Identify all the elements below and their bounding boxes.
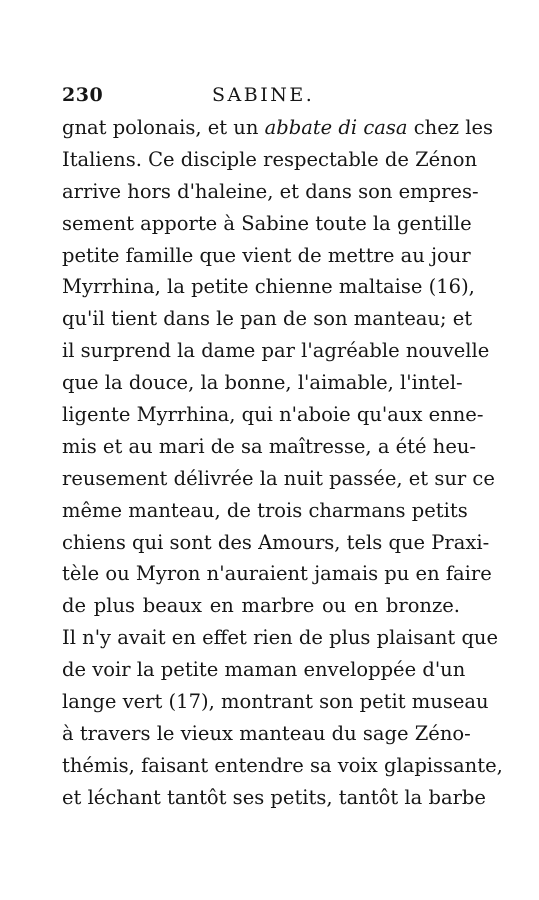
text-line [62, 718, 471, 750]
text-line [62, 750, 503, 782]
text-segment: chiens qui sont des Amours, tels que Praxi- [62, 530, 490, 554]
text-line [62, 303, 473, 335]
text-segment: petite famille que vient de mettre au jour [62, 243, 471, 267]
text-line [62, 335, 490, 367]
text-segment: mis et au mari de sa maîtresse, a été heu- [62, 434, 477, 458]
text-line [62, 463, 495, 495]
text-segment: de voir la petite maman enveloppée d'un [62, 658, 466, 682]
text-line [62, 271, 475, 303]
text-segment: lange vert (17), montrant son petit museau [62, 690, 489, 714]
text-line [62, 495, 468, 527]
text-segment: thémis, faisant entendre sa voix glapissante, [62, 753, 503, 777]
page-number: 230 [62, 84, 104, 106]
text-segment: même manteau, de trois charmans petits [62, 498, 468, 522]
text-segment: arrive hors d'haleine, et dans son empres- [62, 179, 479, 203]
text-segment: Italiens. Ce disciple respectable de Zénon [62, 147, 478, 171]
text-line [62, 208, 472, 240]
text-segment: à travers le vieux manteau du sage Zéno- [62, 721, 471, 745]
italic-phrase: abbate di casa [264, 116, 408, 139]
text-line [62, 782, 486, 814]
text-line [62, 240, 471, 272]
text-segment: chez les [407, 116, 493, 139]
text-line [62, 527, 490, 559]
text-segment: et léchant tantôt ses petits, tantôt la barbe [62, 785, 486, 809]
body-text [62, 112, 503, 814]
text-line [62, 144, 478, 176]
text-segment: il surprend la dame par l'agréable nouvelle [62, 339, 490, 363]
text-segment: Myrrhina, la petite chienne maltaise (16), [62, 275, 475, 299]
text-segment: tèle ou Myron n'auraient jamais pu en faire [62, 562, 492, 586]
text-line [62, 622, 499, 654]
text-line [62, 686, 489, 718]
running-title: SABINE. [212, 84, 315, 106]
text-line [62, 654, 466, 686]
text-segment: de plus beaux en marbre ou en bronze. [62, 594, 460, 618]
text-segment: reusement délivrée la nuit passée, et sur ce [62, 466, 495, 490]
text-line [62, 367, 463, 399]
page-header [62, 84, 460, 108]
text-segment: Il n'y avait en effet rien de plus plaisant que [62, 626, 499, 650]
text-segment: gnat polonais, et un [62, 116, 265, 139]
text-segment: qu'il tient dans le pan de son manteau; et [62, 307, 473, 331]
text-line [62, 176, 479, 208]
text-line [62, 590, 460, 622]
text-line [62, 112, 493, 144]
text-line [62, 399, 484, 431]
text-segment: que la douce, la bonne, l'aimable, l'intel- [62, 371, 463, 395]
text-segment: ligente Myrrhina, qui n'aboie qu'aux enne- [62, 403, 484, 427]
text-segment: sement apporte à Sabine toute la gentille [62, 211, 472, 235]
text-line [62, 558, 492, 590]
text-line [62, 431, 477, 463]
